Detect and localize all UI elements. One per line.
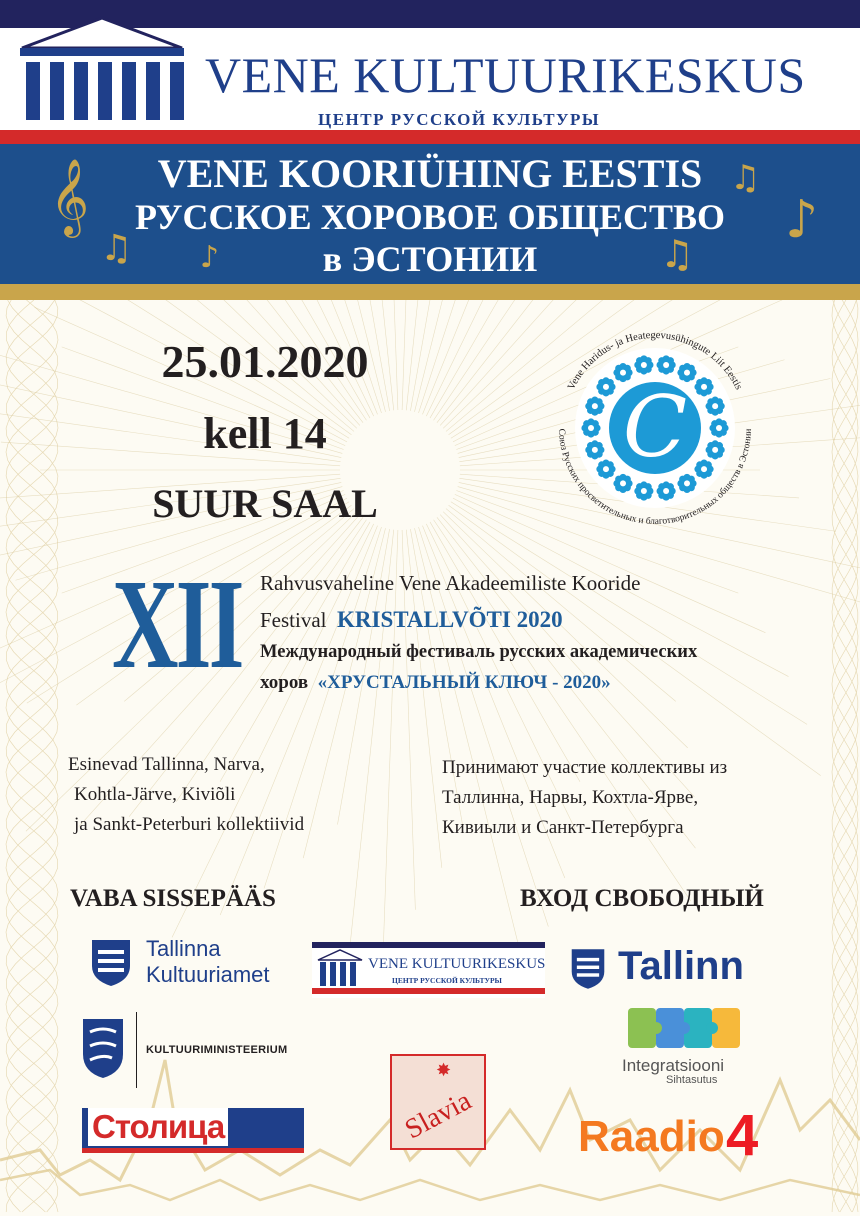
festival-number: XII (112, 553, 242, 695)
free-entry-ru: ВХОД СВОБОДНЫЙ (520, 885, 764, 912)
event-time: kell 14 (203, 409, 327, 458)
festival-line-3: Международный фестиваль русских академических (260, 642, 698, 662)
band-line-3: в ЭСТОНИИ (322, 239, 538, 279)
sponsor-tk-line-1: Tallinna (146, 936, 221, 961)
sponsor-raadio-label: Raadio (578, 1112, 725, 1161)
participants-et-1: Esinevad Tallinna, Narva, (68, 754, 265, 775)
festival-name-ru: «ХРУСТАЛЬНЫЙ КЛЮЧ - 2020» (317, 672, 611, 693)
puzzle-icon (626, 1004, 746, 1052)
header-subtitle: ЦЕНТР РУССКОЙ КУЛЬТУРЫ (318, 110, 601, 129)
sponsor-tallinna-kultuuriamet (90, 936, 305, 992)
music-note-icon: ♪ (200, 240, 220, 275)
estonian-coat-of-arms-icon (80, 1016, 126, 1080)
festival-line-2 (260, 607, 563, 633)
tallinn-shield-icon (570, 946, 606, 992)
emblem-letter: С (622, 378, 688, 476)
header-title: VENE KULTUURIKESKUS (205, 47, 806, 103)
emblem-ring-bottom: Союз Русских просветительных и благотворительных обществ в Эстонии (555, 428, 755, 528)
building-logo-icon (316, 948, 364, 988)
festival-line-1: Rahvusvaheline Vene Akadeemiliste Kooride (260, 571, 641, 595)
sponsor-slavia (390, 1054, 486, 1150)
festival-line-4 (260, 672, 611, 694)
sponsor-stolitsa-label: Столица (88, 1108, 228, 1146)
sponsor-raadio-number: 4 (726, 1103, 759, 1168)
sponsor-tallinn (570, 944, 770, 998)
sponsor-tallinn-label: Tallinn (618, 944, 744, 988)
music-note-icon: ♪ (785, 190, 819, 250)
sponsor-slavia-label: Slavia (400, 1085, 477, 1146)
gold-stripe (0, 284, 860, 300)
header (0, 0, 860, 300)
participants-ru-3: Кивиыли и Санкт-Петербурга (442, 817, 684, 838)
sponsor-kultuuriministeerium (80, 1012, 288, 1088)
band-line-1: VENE KOORIÜHING EESTIS (157, 151, 703, 196)
participants-et-2: Kohtla-Järve, Kiviõli (74, 784, 236, 805)
sponsor-tk-line-2: Kultuuriamet (146, 962, 270, 987)
sponsor-vene-kultuurikeskus (312, 942, 545, 998)
sponsor-stolitsa (82, 1108, 304, 1156)
star-icon: ✸ (436, 1060, 452, 1081)
emblem-logo (545, 318, 765, 538)
sponsor-is-line-1: Integratsiooni (622, 1056, 725, 1075)
emblem-ring-top: Vene Haridus- ja Heategevusühingute Liit Eestis (566, 329, 744, 392)
participants-ru-1: Принимают участие коллективы из (442, 757, 728, 778)
red-stripe (0, 130, 860, 144)
sponsor-integratsiooni (622, 1004, 752, 1084)
building-logo-icon (12, 10, 192, 130)
music-note-icon: ♫ (730, 158, 761, 198)
participants-ru-2: Таллинна, Нарвы, Кохтла-Ярве, (442, 787, 699, 808)
free-entry-et: VABA SISSEPÄÄS (70, 885, 276, 912)
participants-et-3: ja Sankt-Peterburi kollektiivid (74, 814, 305, 835)
sponsor-raadio-4 (578, 1103, 778, 1168)
music-note-icon: ♫ (660, 232, 695, 276)
band-line-2: РУССКОЕ ХОРОВОЕ ОБЩЕСТВО (134, 197, 726, 237)
sponsor-km-label: KULTUURIMINISTEERIUM (146, 1044, 288, 1056)
festival-name-et: KRISTALLVÕTI 2020 (337, 607, 563, 632)
festival-line-4-prefix: хоров (260, 672, 309, 693)
sponsor-vkk-sub: ЦЕНТР РУССКОЙ КУЛЬТУРЫ (392, 976, 502, 985)
music-note-icon: ♫ (100, 228, 133, 269)
sponsor-vkk-title: VENE KULTUURIKESKUS (368, 956, 546, 972)
sponsor-is-line-2: Sihtasutus (666, 1074, 718, 1086)
festival-line-2-prefix: Festival (260, 608, 327, 632)
tallinn-shield-icon (90, 938, 132, 988)
event-venue: SUUR SAAL (152, 481, 378, 526)
treble-clef-icon: 𝄞 (50, 158, 90, 235)
event-date: 25.01.2020 (161, 336, 369, 387)
